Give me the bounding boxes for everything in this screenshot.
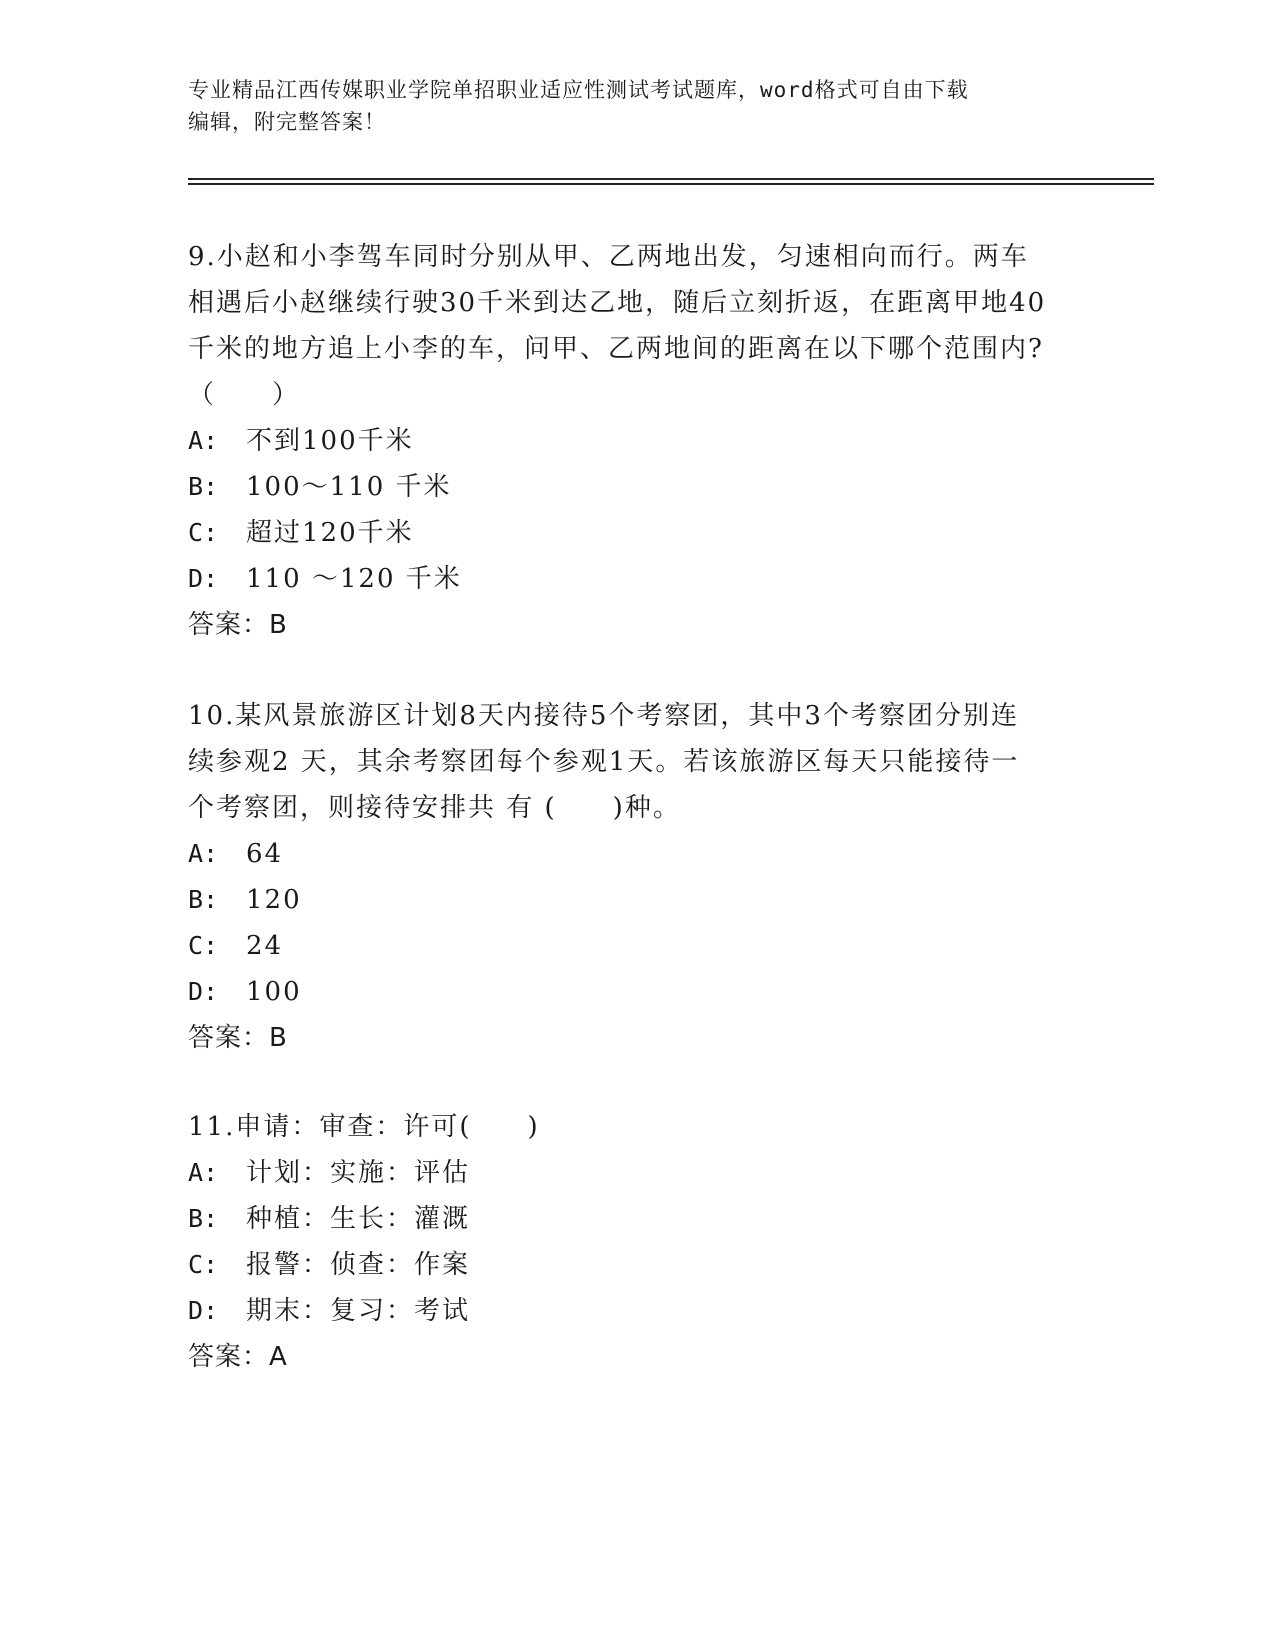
header-divider-bottom: [188, 183, 1154, 185]
question-stem-line: 10.某风景旅游区计划8天内接待5个考察团，其中3个考察团分别连: [188, 701, 1019, 731]
option-text: 24: [246, 931, 284, 961]
option-text: 超过120千米: [246, 518, 414, 548]
question-stem-line: 续参观2 天，其余考察团每个参观1天。若该旅游区每天只能接待一: [188, 747, 1020, 777]
option-letter: A:: [188, 426, 219, 455]
option-a: [188, 418, 1088, 464]
header-line-2: 编辑，附完整答案！: [188, 110, 386, 134]
option-b: [188, 1196, 1088, 1242]
option-letter: A:: [188, 839, 219, 868]
answer-label: 答案：A: [188, 1342, 288, 1372]
question-stem-line: 11.申请：审查：许可( ): [188, 1112, 540, 1142]
option-letter: B:: [188, 885, 219, 914]
option-letter: D:: [188, 564, 219, 593]
question-stem-line: 相遇后小赵继续行驶30千米到达乙地，随后立刻折返，在距离甲地40: [188, 288, 1047, 318]
option-c: [188, 1242, 1088, 1288]
option-d: [188, 556, 1088, 602]
option-letter: C:: [188, 1250, 219, 1279]
question-9: [188, 234, 1088, 648]
option-c: [188, 510, 1088, 556]
option-letter: D:: [188, 1296, 219, 1325]
question-stem-line: 个考察团，则接待安排共 有 ( )种。: [188, 793, 681, 823]
option-c: [188, 923, 1088, 969]
option-a: [188, 1150, 1088, 1196]
option-d: [188, 1288, 1088, 1334]
answer-label: 答案：B: [188, 610, 288, 640]
question-stem-line: 9.小赵和小李驾车同时分别从甲、乙两地出发，匀速相向而行。两车: [188, 242, 1029, 272]
option-letter: A:: [188, 1158, 219, 1187]
option-text: 不到100千米: [246, 426, 414, 456]
option-text: 计划：实施：评估: [246, 1158, 471, 1188]
answer-label: 答案：B: [188, 1023, 288, 1053]
option-text: 报警：侦查：作案: [246, 1250, 471, 1280]
option-letter: C:: [188, 931, 219, 960]
option-b: [188, 464, 1088, 510]
option-text: 110 ～120 千米: [246, 564, 462, 594]
option-letter: D:: [188, 977, 219, 1006]
option-letter: B:: [188, 472, 219, 501]
option-text: 120: [246, 885, 302, 915]
option-text: 期末：复习：考试: [246, 1296, 471, 1326]
question-10: [188, 693, 1088, 1061]
header-divider-top: [188, 178, 1154, 180]
option-text: 100～110 千米: [246, 472, 452, 502]
option-text: 64: [246, 839, 284, 869]
option-b: [188, 877, 1088, 923]
option-d: [188, 969, 1088, 1015]
header-line-1: 专业精品江西传媒职业学院单招职业适应性测试考试题库，word格式可自由下载: [188, 78, 969, 102]
option-a: [188, 831, 1088, 877]
question-stem-line: （ ）: [188, 380, 301, 410]
option-letter: B:: [188, 1204, 219, 1233]
option-letter: C:: [188, 518, 219, 547]
question-stem-line: 千米的地方追上小李的车，问甲、乙两地间的距离在以下哪个范围内?: [188, 334, 1044, 364]
question-11: [188, 1104, 1088, 1380]
document-header: [188, 74, 1088, 138]
option-text: 100: [246, 977, 302, 1007]
option-text: 种植：生长：灌溉: [246, 1204, 471, 1234]
